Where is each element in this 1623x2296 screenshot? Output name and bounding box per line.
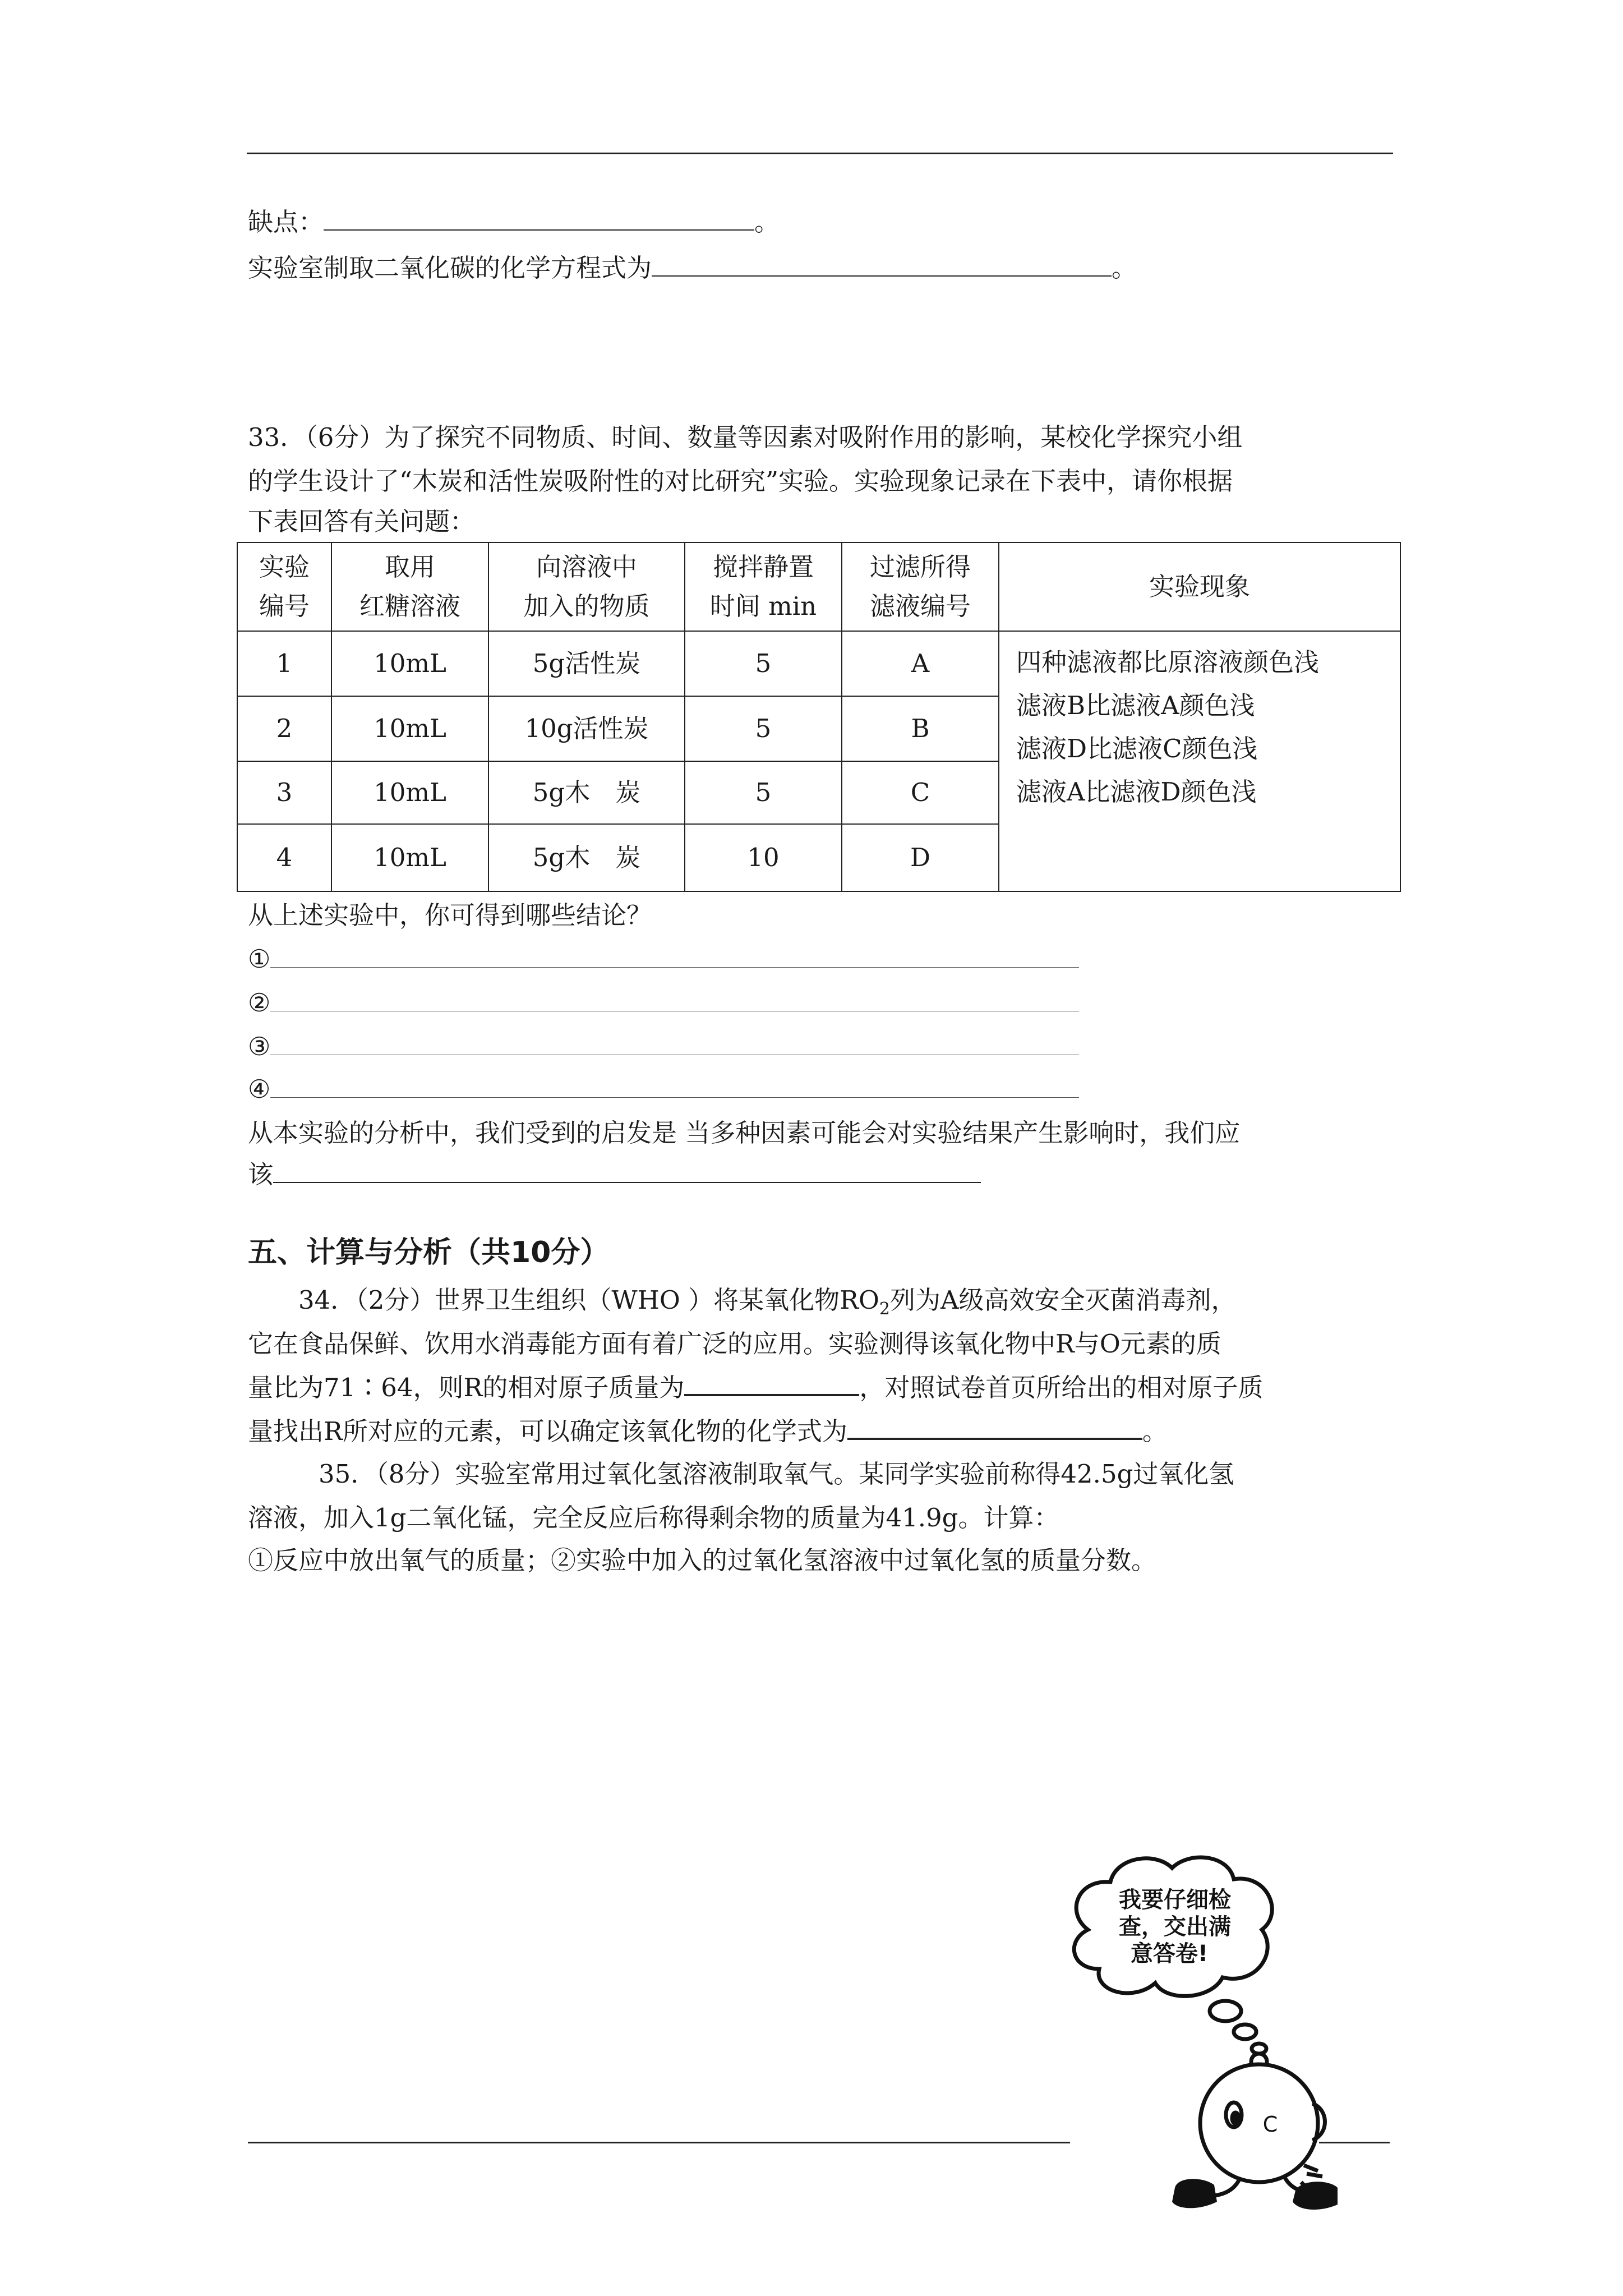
q34-line1: 34．（2分）世界卫生组织（WHO ）将某氧化物$RO_2$列为A级高效安全灭菌消毒剂， xyxy=(298,1285,1237,1319)
conclusion-blank-4[interactable] xyxy=(270,1075,1079,1098)
q33-intro-line3: 下表回答有关问题： xyxy=(248,507,476,536)
co2-equation-line: 实验室制取二氧化碳的化学方程式为 。 xyxy=(248,253,1137,283)
header-filtrate-id: 过滤所得 滤液编号 xyxy=(842,542,999,631)
bottom-rule-left xyxy=(248,2142,1070,2143)
header-stir-time: 搅拌静置 时间 min xyxy=(685,542,842,631)
shortcoming-line: 缺点： 。 xyxy=(248,207,780,237)
bubble-line-3: 意答卷! xyxy=(1130,1941,1209,1967)
insight-line-1: 从本实验的分析中，我们受到的启发是 当多种因素可能会对实验结果产生影响时，我们应 xyxy=(248,1118,1241,1148)
insight-blank[interactable] xyxy=(273,1159,981,1183)
q34-line4: 量找出R所对应的元素，可以确定该氧化物的化学式为 。 xyxy=(248,1416,1168,1446)
q35-line1: 35．（8分）实验室常用过氧化氢溶液制取氧气。某同学实验前称得42.5g过氧化氢 xyxy=(319,1459,1234,1489)
table-row: 1 10mL 5g活性炭 5 A 四种滤液都比原溶液颜色浅 滤液B比滤液A颜色浅 滤液D比滤液C颜色浅 滤液A比滤液D颜色浅 xyxy=(237,631,1400,696)
bubble-line-2: 查，交出满 xyxy=(1119,1914,1231,1940)
conclusion-line-4: ④ xyxy=(248,1073,1079,1106)
conclusion-blank-3[interactable] xyxy=(270,1032,1079,1055)
q33-intro-line2: 的学生设计了“木炭和活性炭吸附性的对比研究”实验。实验现象记录在下表中，请你根据 xyxy=(248,466,1233,496)
table-row: 4 10mL 5g木 炭 10 D xyxy=(237,824,1400,891)
header-exp-id: 实验 编号 xyxy=(237,542,331,631)
top-rule xyxy=(247,153,1393,154)
experiment-table xyxy=(237,542,1401,892)
table-header-row xyxy=(237,542,1400,631)
formula-blank[interactable] xyxy=(847,1415,1142,1440)
table-row: 2 10mL 10g活性炭 5 B xyxy=(237,696,1400,761)
co2-equation-blank[interactable] xyxy=(652,253,1112,277)
conclusion-blank-1[interactable] xyxy=(270,945,1079,968)
conclusion-prompt: 从上述实验中，你可得到哪些结论？ xyxy=(248,900,652,930)
cartoon-mascot xyxy=(1054,1851,1481,2210)
conclusion-line-3: ③ xyxy=(248,1030,1079,1064)
phenomenon-3: 滤液D比滤液C颜色浅 xyxy=(1016,734,1258,763)
shortcoming-blank[interactable] xyxy=(324,207,754,231)
header-sugar-solution: 取用 红糖溶液 xyxy=(331,542,488,631)
q33-intro-line1: 33．（6分）为了探究不同物质、时间、数量等因素对吸附作用的影响，某校化学探究小组 xyxy=(248,422,1243,452)
q35-line2: 溶液，加入1g二氧化锰，完全反应后称得剩余物的质量为41.9g。计算： xyxy=(248,1503,1059,1533)
insight-line-2: 该 xyxy=(248,1158,981,1191)
header-added-substance: 向溶液中 加入的物质 xyxy=(488,542,685,631)
bubble-line-1: 我要仔细检 xyxy=(1119,1887,1231,1913)
face-letter: C xyxy=(1262,2112,1278,2137)
conclusion-line-2: ② xyxy=(248,986,1079,1020)
conclusion-blank-2[interactable] xyxy=(270,988,1079,1011)
q34-line2: 它在食品保鲜、饮用水消毒能方面有着广泛的应用。实验测得该氧化物中R与O元素的质 xyxy=(248,1329,1221,1359)
bottom-rule-right xyxy=(1319,2142,1390,2143)
conclusion-line-1: ① xyxy=(248,942,1079,976)
q34-line3: 量比为71∶64，则R的相对原子质量为 ，对照试卷首页所给出的相对原子质 xyxy=(248,1373,1264,1402)
phenomenon-2: 滤液B比滤液A颜色浅 xyxy=(1016,691,1255,720)
q35-line3: ①反应中放出氧气的质量；②实验中加入的过氧化氢溶液中过氧化氢的质量分数。 xyxy=(248,1545,1157,1575)
table-row: 3 10mL 5g木 炭 5 C xyxy=(237,761,1400,824)
phenomenon-1: 四种滤液都比原溶液颜色浅 xyxy=(1016,647,1320,677)
phenomena-cell xyxy=(999,631,1400,891)
atomic-mass-blank[interactable] xyxy=(684,1372,859,1396)
section5-heading: 五、计算与分析（共10分） xyxy=(248,1236,610,1269)
phenomenon-4: 滤液A比滤液D颜色浅 xyxy=(1016,777,1257,807)
header-phenomenon: 实验现象 xyxy=(999,542,1400,631)
